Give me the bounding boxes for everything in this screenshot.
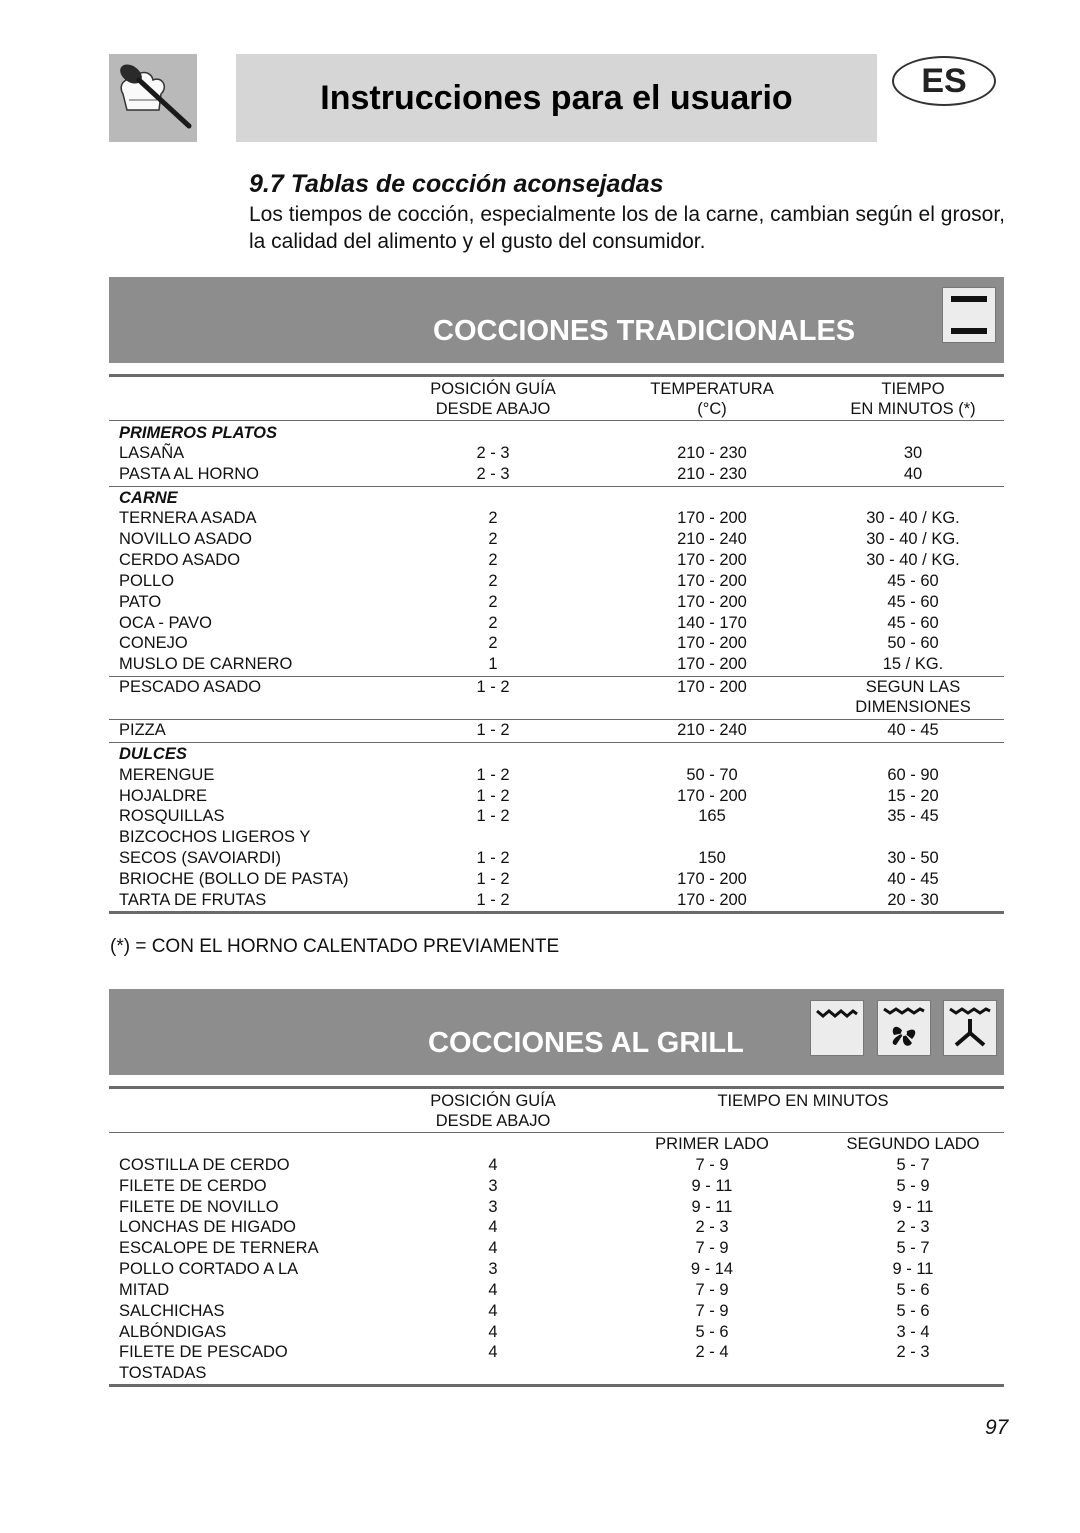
table-cell: 2 - 3	[896, 1343, 930, 1361]
table-cell: 210 - 230	[677, 444, 747, 462]
table-cell: 9 - 11	[892, 1260, 934, 1278]
category-carne: CARNE	[119, 489, 178, 507]
fan-grill-icon	[877, 1000, 931, 1056]
table-cell: 170 - 200	[677, 551, 747, 569]
table-cell: 2	[488, 593, 498, 611]
table-cell: LASAÑA	[119, 444, 185, 462]
table-cell: MUSLO DE CARNERO	[119, 655, 293, 673]
table-cell: 210 - 240	[677, 530, 747, 548]
table-cell: 5 - 7	[896, 1239, 930, 1257]
table-rule	[109, 486, 1004, 487]
table-cell: LONCHAS DE HIGADO	[119, 1218, 296, 1236]
logo	[109, 54, 197, 142]
table-cell: 170 - 200	[677, 655, 747, 673]
table-cell: 40 - 45	[887, 721, 939, 739]
table-rule	[109, 1086, 1004, 1089]
table-cell: FILETE DE CERDO	[119, 1177, 267, 1195]
category-dulces: DULCES	[119, 745, 187, 763]
table-cell: 2	[488, 530, 498, 548]
table-cell: 2 - 3	[476, 465, 510, 483]
table-cell: 4	[488, 1156, 498, 1174]
table-cell: TERNERA ASADA	[119, 509, 257, 527]
header-temperature-sub: (°C)	[697, 400, 727, 418]
table-cell: 9 - 11	[892, 1198, 934, 1216]
table-cell: OCA - PAVO	[119, 614, 212, 632]
table-cell: 5 - 9	[896, 1177, 930, 1195]
table-cell: 40 - 45	[887, 870, 939, 888]
table-cell: BRIOCHE (BOLLO DE PASTA)	[119, 870, 349, 888]
table-cell: 2 - 3	[896, 1218, 930, 1236]
header-temperature: TEMPERATURA	[650, 380, 774, 398]
table-cell: 2 - 3	[476, 444, 510, 462]
table-rule	[109, 911, 1004, 914]
table-cell: 2 - 3	[695, 1218, 729, 1236]
table-cell: MITAD	[119, 1281, 170, 1299]
table-cell: 3	[488, 1260, 498, 1278]
table-rule	[109, 1384, 1004, 1387]
table-cell: DIMENSIONES	[855, 698, 971, 716]
table-cell: 2	[488, 551, 498, 569]
table-cell: 2	[488, 614, 498, 632]
table-cell: SEGUN LAS	[865, 678, 961, 696]
table-cell: 35 - 45	[887, 807, 939, 825]
table-cell: 4	[488, 1302, 498, 1320]
table-cell: CONEJO	[119, 634, 188, 652]
table-cell: 4	[488, 1281, 498, 1299]
traditional-banner-title: COCCIONES TRADICIONALES	[433, 315, 856, 347]
table-cell: 1 - 2	[476, 787, 510, 805]
table-cell: SECOS (SAVOIARDI)	[119, 849, 281, 867]
table-rule	[109, 1132, 1004, 1133]
table-cell: 9 - 14	[690, 1260, 734, 1278]
table-cell: 45 - 60	[887, 614, 939, 632]
table-cell: 5 - 7	[896, 1156, 930, 1174]
table-cell: FILETE DE NOVILLO	[119, 1198, 279, 1216]
table-cell: 4	[488, 1218, 498, 1236]
table-cell: 50 - 60	[887, 634, 939, 652]
table-rule	[109, 742, 1004, 743]
table-cell: TOSTADAS	[119, 1364, 207, 1382]
table-cell: PIZZA	[119, 721, 166, 739]
table-cell: 1 - 2	[476, 849, 510, 867]
table-cell: 30 - 40 / KG.	[866, 551, 960, 569]
table-cell: PATO	[119, 593, 162, 611]
header-position: POSICIÓN GUÍA	[430, 380, 556, 398]
table-cell: 30 - 40 / KG.	[866, 530, 960, 548]
table-cell: 1 - 2	[476, 807, 510, 825]
table-cell: TARTA DE FRUTAS	[119, 891, 267, 909]
table-cell: 4	[488, 1323, 498, 1341]
table-cell: 50 - 70	[686, 766, 738, 784]
table-cell: 170 - 200	[677, 634, 747, 652]
table-cell: 1 - 2	[476, 678, 510, 696]
table-cell: 2	[488, 572, 498, 590]
table-cell: 40	[903, 465, 923, 483]
table-cell: 3	[488, 1198, 498, 1216]
table-cell: 170 - 200	[677, 787, 747, 805]
table-cell: CERDO ASADO	[119, 551, 241, 569]
table-cell: 165	[698, 807, 726, 825]
header-time: TIEMPO	[881, 380, 945, 398]
table-cell: 4	[488, 1239, 498, 1257]
table-cell: 2 - 4	[695, 1343, 729, 1361]
table-cell: 15 / KG.	[882, 655, 944, 673]
table-cell: 2	[488, 634, 498, 652]
table-cell: 5 - 6	[695, 1323, 729, 1341]
table-cell: 30 - 50	[887, 849, 939, 867]
table-cell: SALCHICHAS	[119, 1302, 225, 1320]
section-title: 9.7 Tablas de cocción aconsejadas	[249, 170, 664, 198]
table-cell: 9 - 11	[691, 1198, 733, 1216]
grill-header-second-side: SEGUNDO LADO	[846, 1135, 980, 1153]
header-position-sub: DESDE ABAJO	[435, 400, 551, 418]
page-number: 97	[985, 1416, 1009, 1439]
table-cell: 5 - 6	[896, 1281, 930, 1299]
category-primeros: PRIMEROS PLATOS	[119, 424, 277, 442]
table-cell: 30 - 40 / KG.	[866, 509, 960, 527]
table-cell: 210 - 240	[677, 721, 747, 739]
table-cell: 7 - 9	[695, 1281, 729, 1299]
table-cell: 60 - 90	[887, 766, 939, 784]
table-cell: NOVILLO ASADO	[119, 530, 252, 548]
table-cell: PESCADO ASADO	[119, 678, 262, 696]
table-cell: 5 - 6	[896, 1302, 930, 1320]
table-cell: PASTA AL HORNO	[119, 465, 259, 483]
table-cell: 30	[903, 444, 923, 462]
table-cell: 170 - 200	[677, 870, 747, 888]
table-cell: 1 - 2	[476, 721, 510, 739]
table-cell: FILETE DE PESCADO	[119, 1343, 288, 1361]
table-cell: 1	[488, 655, 498, 673]
table-cell: 3	[488, 1177, 498, 1195]
table-cell: 7 - 9	[695, 1302, 729, 1320]
table-cell: HOJALDRE	[119, 787, 208, 805]
table-cell: ALBÓNDIGAS	[119, 1323, 227, 1341]
table-cell: 7 - 9	[695, 1239, 729, 1257]
table-cell: 210 - 230	[677, 465, 747, 483]
table-cell: 140 - 170	[677, 614, 747, 632]
grill-header-position: POSICIÓN GUÍA	[430, 1092, 556, 1110]
table-cell: ESCALOPE DE TERNERA	[119, 1239, 319, 1257]
table-cell: 1 - 2	[476, 870, 510, 888]
table-cell: 9 - 11	[691, 1177, 733, 1195]
table-cell: POLLO CORTADO A LA	[119, 1260, 299, 1278]
top-bottom-heat-icon	[942, 287, 996, 343]
table-cell: COSTILLA DE CERDO	[119, 1156, 290, 1174]
table-cell: 3 - 4	[896, 1323, 930, 1341]
table-cell: 150	[698, 849, 726, 867]
grill-header-first-side: PRIMER LADO	[655, 1135, 769, 1153]
table-rule	[109, 374, 1004, 377]
chef-spoon-icon	[109, 54, 197, 142]
grill-header-position-sub: DESDE ABAJO	[435, 1112, 551, 1130]
grill-icon	[810, 1000, 864, 1056]
table-rule	[109, 420, 1004, 421]
table-cell: MERENGUE	[119, 766, 215, 784]
table-cell: 170 - 200	[677, 678, 747, 696]
table-cell: POLLO	[119, 572, 175, 590]
table-cell: 2	[488, 509, 498, 527]
intro-paragraph: Los tiempos de cocción, especialmente los de la carne, cambian según el grosor, la calidad del alimento y el gusto del consumidor.	[249, 203, 1005, 253]
page-title: Instrucciones para el usuario	[320, 78, 793, 117]
table-cell: 1 - 2	[476, 766, 510, 784]
footnote: (*) = CON EL HORNO CALENTADO PREVIAMENTE	[110, 936, 560, 957]
table-cell: 15 - 20	[887, 787, 939, 805]
table-cell: 4	[488, 1343, 498, 1361]
table-cell: 20 - 30	[887, 891, 939, 909]
table-cell: 1 - 2	[476, 891, 510, 909]
table-cell: BIZCOCHOS LIGEROS Y	[119, 828, 311, 846]
table-cell: 7 - 9	[695, 1156, 729, 1174]
header-time-sub: EN MINUTOS (*)	[850, 400, 976, 418]
fan-assisted-grill-icon	[943, 1000, 997, 1056]
grill-banner-title: COCCIONES AL GRILL	[428, 1027, 744, 1059]
table-cell: 45 - 60	[887, 593, 939, 611]
table-cell: 45 - 60	[887, 572, 939, 590]
table-cell: 170 - 200	[677, 509, 747, 527]
language-badge: ES	[892, 56, 996, 106]
table-cell: 170 - 200	[677, 572, 747, 590]
table-cell: ROSQUILLAS	[119, 807, 225, 825]
table-cell: 170 - 200	[677, 593, 747, 611]
table-cell: 170 - 200	[677, 891, 747, 909]
grill-header-time: TIEMPO EN MINUTOS	[717, 1092, 889, 1110]
